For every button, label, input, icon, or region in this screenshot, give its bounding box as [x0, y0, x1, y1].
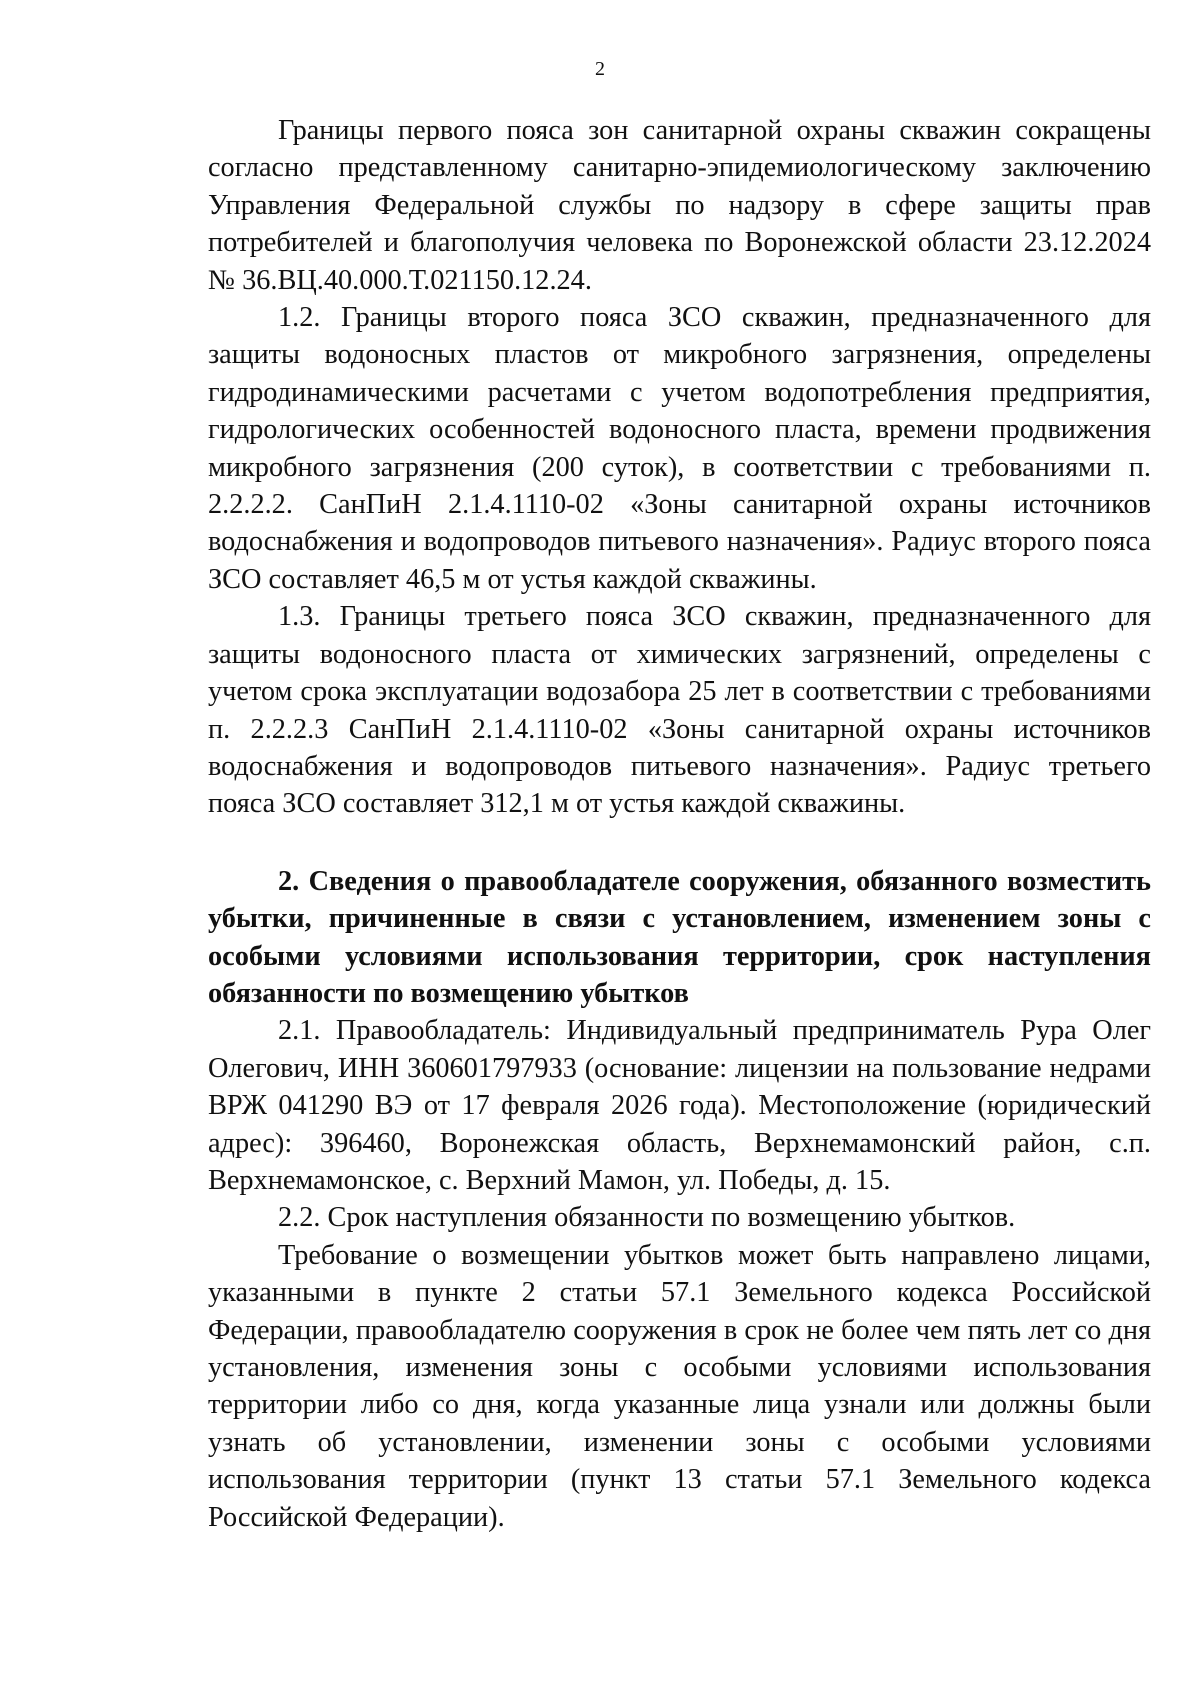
paragraph-2-1-rights-holder: 2.1. Правообладатель: Индивидуальный предприниматель Рура Олег Олегович, ИНН 360601797933 (основание: лицензии на пользование недрами ВРЖ 041290 ВЭ от 17 февраля 2026 года). Местоположение (юридический адрес): 396460, Воронежская область, Верхнемамонский район, с.п. Верхнемамонское, с. Верхний Мамон, ул. Победы, д. 15.: [208, 1015, 1151, 1196]
paragraph-damages-claim: Требование о возмещении убытков может быть направлено лицами, указанными в пункте 2 статьи 57.1 Земельного кодекса Российской Федерации, правообладателю сооружения в срок не более чем пять лет со дня установления, изменения зоны с особыми условиями использования территории либо со дня, когда указанные лица узнали или должны были узнать об установлении, изменении зоны с особыми условиями использования территории (пункт 13 статьи 57.1 Земельного кодекса Российской Федерации).: [208, 1239, 1151, 1533]
paragraph-1-3-third-zone: 1.3. Границы третьего пояса ЗСО скважин, предназначенного для защиты водоносного пласта от химических загрязнений, определены с учетом срока эксплуатации водозабора 25 лет в соответствии с требованиями п. 2.2.2.3 СанПиН 2.1.4.1110-02 «Зоны санитарной охраны источников водоснабжения и водопроводов питьевого назначения». Радиус третьего пояса ЗСО составляет 312,1 м от устья каждой скважины.: [208, 601, 1151, 820]
document-body: [208, 112, 1151, 1536]
section-spacer: [208, 823, 1151, 863]
section-2-heading: 2. Сведения о правообладателе сооружения, обязанного возместить убытки, причиненные в связи с установлением, изменением зоны с особыми условиями использования территории, срок наступления обязанности по возмещению убытков: [208, 865, 1151, 1009]
page-number: 2: [595, 58, 605, 80]
paragraph-first-zone-boundaries: Границы первого пояса зон санитарной охраны скважин сокращены согласно представленному санитарно-эпидемиологическому заключению Управления Федеральной службы по надзору в сфере защиты прав потребителей и благополучия человека по Воронежской области 23.12.2024 № 36.ВЦ.40.000.Т.021150.12.24.: [208, 115, 1151, 296]
paragraph-2-2-damages-term: 2.2. Срок наступления обязанности по возмещению убытков.: [278, 1202, 1016, 1234]
paragraph-1-2-second-zone: 1.2. Границы второго пояса ЗСО скважин, предназначенного для защиты водоносных пластов от микробного загрязнения, определены гидродинамическими расчетами с учетом водопотребления предприятия, гидрологических особенностей водоносного пласта, времени продвижения микробного загрязнения (200 суток), в соответствии с требованиями п. 2.2.2.2. СанПиН 2.1.4.1110-02 «Зоны санитарной охраны источников водоснабжения и водопроводов питьевого назначения». Радиус второго пояса ЗСО составляет 46,5 м от устья каждой скважины.: [208, 302, 1151, 595]
